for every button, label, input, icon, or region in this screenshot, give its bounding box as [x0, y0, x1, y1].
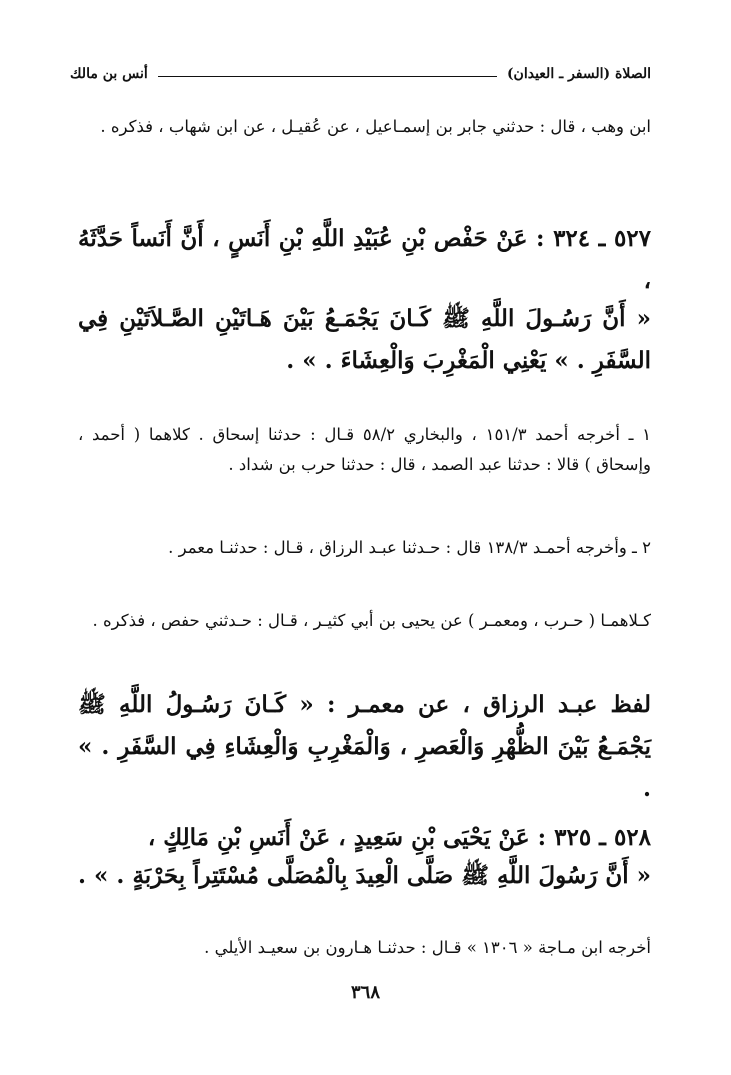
hadith-528-heading: ٥٢٨ ـ ٣٢٥ : عَنْ يَحْيَى بْنِ سَعِيدٍ ، عَنْ أَنَسِ بْنِ مَالِكٍ ،: [147, 824, 651, 851]
takhrij-note-4: أخرجه ابن مـاجة « ١٣٠٦ » قـال : حدثنـا هـارون بن سعيـد الأيلي .: [204, 938, 651, 957]
header-rule: [158, 76, 497, 77]
header-chapter-title: الصلاة (السفر ـ العيدان): [506, 66, 651, 82]
hadith-527-heading: ٥٢٧ ـ ٣٢٤ : عَنْ حَفْص بْنِ عُبَيْدِ اللَّهِ بْنِ أَنَسٍ ، أَنَّ أَنَساً حَدَّثَهُ ،: [78, 225, 651, 294]
hadith-527-text: « أَنَّ رَسُـولَ اللَّهِ ﷺ كَـانَ يَجْمَـعُ بَيْنَ هَـاتَيْنِ الصَّـلاَتَيْنِ فِي السَّفَرِ . » يَعْنِي الْمَغْرِبَ وَالْعِشَاءَ . » .: [78, 305, 651, 374]
takhrij-note-2: ٢ ـ وأخرجه أحمـد ١٣٨/٣ قال : حـدثنا عبـد الرزاق ، قـال : حدثنـا معمر .: [168, 538, 651, 557]
page-number: ٣٦٨: [350, 982, 380, 1003]
hadith-527-variant-wording: لفظ عبـد الرزاق ، عن معمـر : « كَـانَ رَسُـولُ اللَّهِ ﷺ يَجْمَـعُ بَيْنَ الظُّهْرِ وَالْعَصرِ ، وَالْمَغْرِبِ وَالْعِشَاءِ فِي السَّفَرِ . » .: [78, 691, 651, 802]
takhrij-note-1: ١ ـ أخرجه أحمد ١٥١/٣ ، والبخاري ٥٨/٢ قـال : حدثنا إسحاق . كلاهما ( أحمد ، وإسحاق ) قالا : حدثنا عبد الصمد ، قال : حدثنا حرب بن شداد .: [78, 425, 652, 474]
hadith-528-text: « أَنَّ رَسُولَ اللَّهِ ﷺ صَلَّى الْعِيدَ بِالْمُصَلَّى مُسْتَتِراً بِحَرْبَةٍ . » .: [78, 862, 651, 889]
running-header: [70, 62, 651, 86]
text-paragraph-continuation: ابن وهب ، قال : حدثني جابر بن إسمـاعيل ، عن عُقيـل ، عن ابن شهاب ، فذكره .: [100, 117, 651, 136]
takhrij-note-3: كـلاهمـا ( حـرب ، ومعمـر ) عن يحيى بن أبي كثيـر ، قـال : حـدثني حفص ، فذكره .: [92, 611, 651, 630]
header-narrator-name: أنس بن مالك: [70, 66, 148, 82]
